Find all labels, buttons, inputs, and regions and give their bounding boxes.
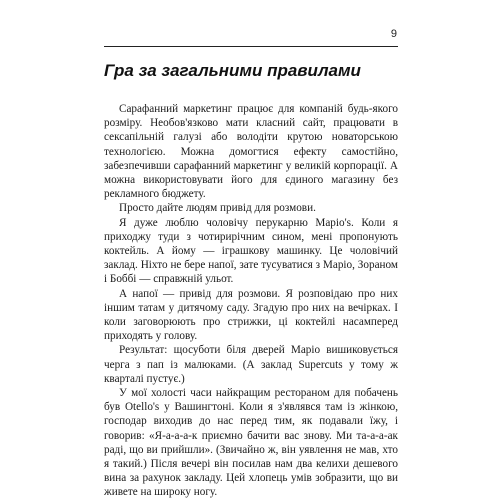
paragraph: А напої — привід для розмови. Я розповідаю про них іншим татам у дитячому саду. Згадую про них на вечірках. І коли заговорюють про стрижки, ці коктейлі насамперед приходять у голову. (104, 287, 398, 343)
header-rule (104, 46, 398, 47)
paragraph: Результат: щосуботи біля дверей Маріо вишиковується черга з пап із малюками. (А заклад Supercuts у тому ж кварталі пустує.) (104, 344, 398, 385)
chapter-title: Гра за загальними правилами (104, 61, 361, 80)
paragraph: Сарафанний маркетинг працює для компаній будь-якого розміру. Необов'язково мати класний сайт, працювати в сексапільній галузі або володіти крутою новаторською технологією. Можна домогтися ефекту самостійно, забезпечивши сарафанний маркетинг у великій корпорації. А можна використовувати його для єдиного магазину без рекламного бюджету. (104, 103, 398, 201)
paragraph: Я дуже люблю чоловічу перукарню Маріо's. Коли я приходжу туди з чотирирічним сином, мені пропонують коктейль. А йому — іграшкову машинку. Це чоловічий заклад. Ніхто не бере напої, зате тусуватися з Маріо, Зораном і Боббі — справжній ульот. (104, 216, 398, 286)
body-text (104, 102, 398, 500)
page-number: 9 (390, 28, 397, 40)
paragraph: Просто дайте людям привід для розмови. (119, 202, 316, 215)
paragraph: У мої холості часи найкращим рестораном для побачень був Otello's у Вашингтоні. Коли я з'являвся там із жінкою, господар виходив до нас перед тим, як подавали їжу, і говорив: «Я-а-а-а-к приємно бачити вас знову. Ми та-а-а-ак раді, що ви прийшли». (Звичайно ж, він уявлення не мав, хто я такий.) Після вечері він посилав нам два келихи дешевого вина за рахунок закладу. Цей хлопець умів зобразити, що ви живете на широку ногу. (104, 387, 398, 499)
